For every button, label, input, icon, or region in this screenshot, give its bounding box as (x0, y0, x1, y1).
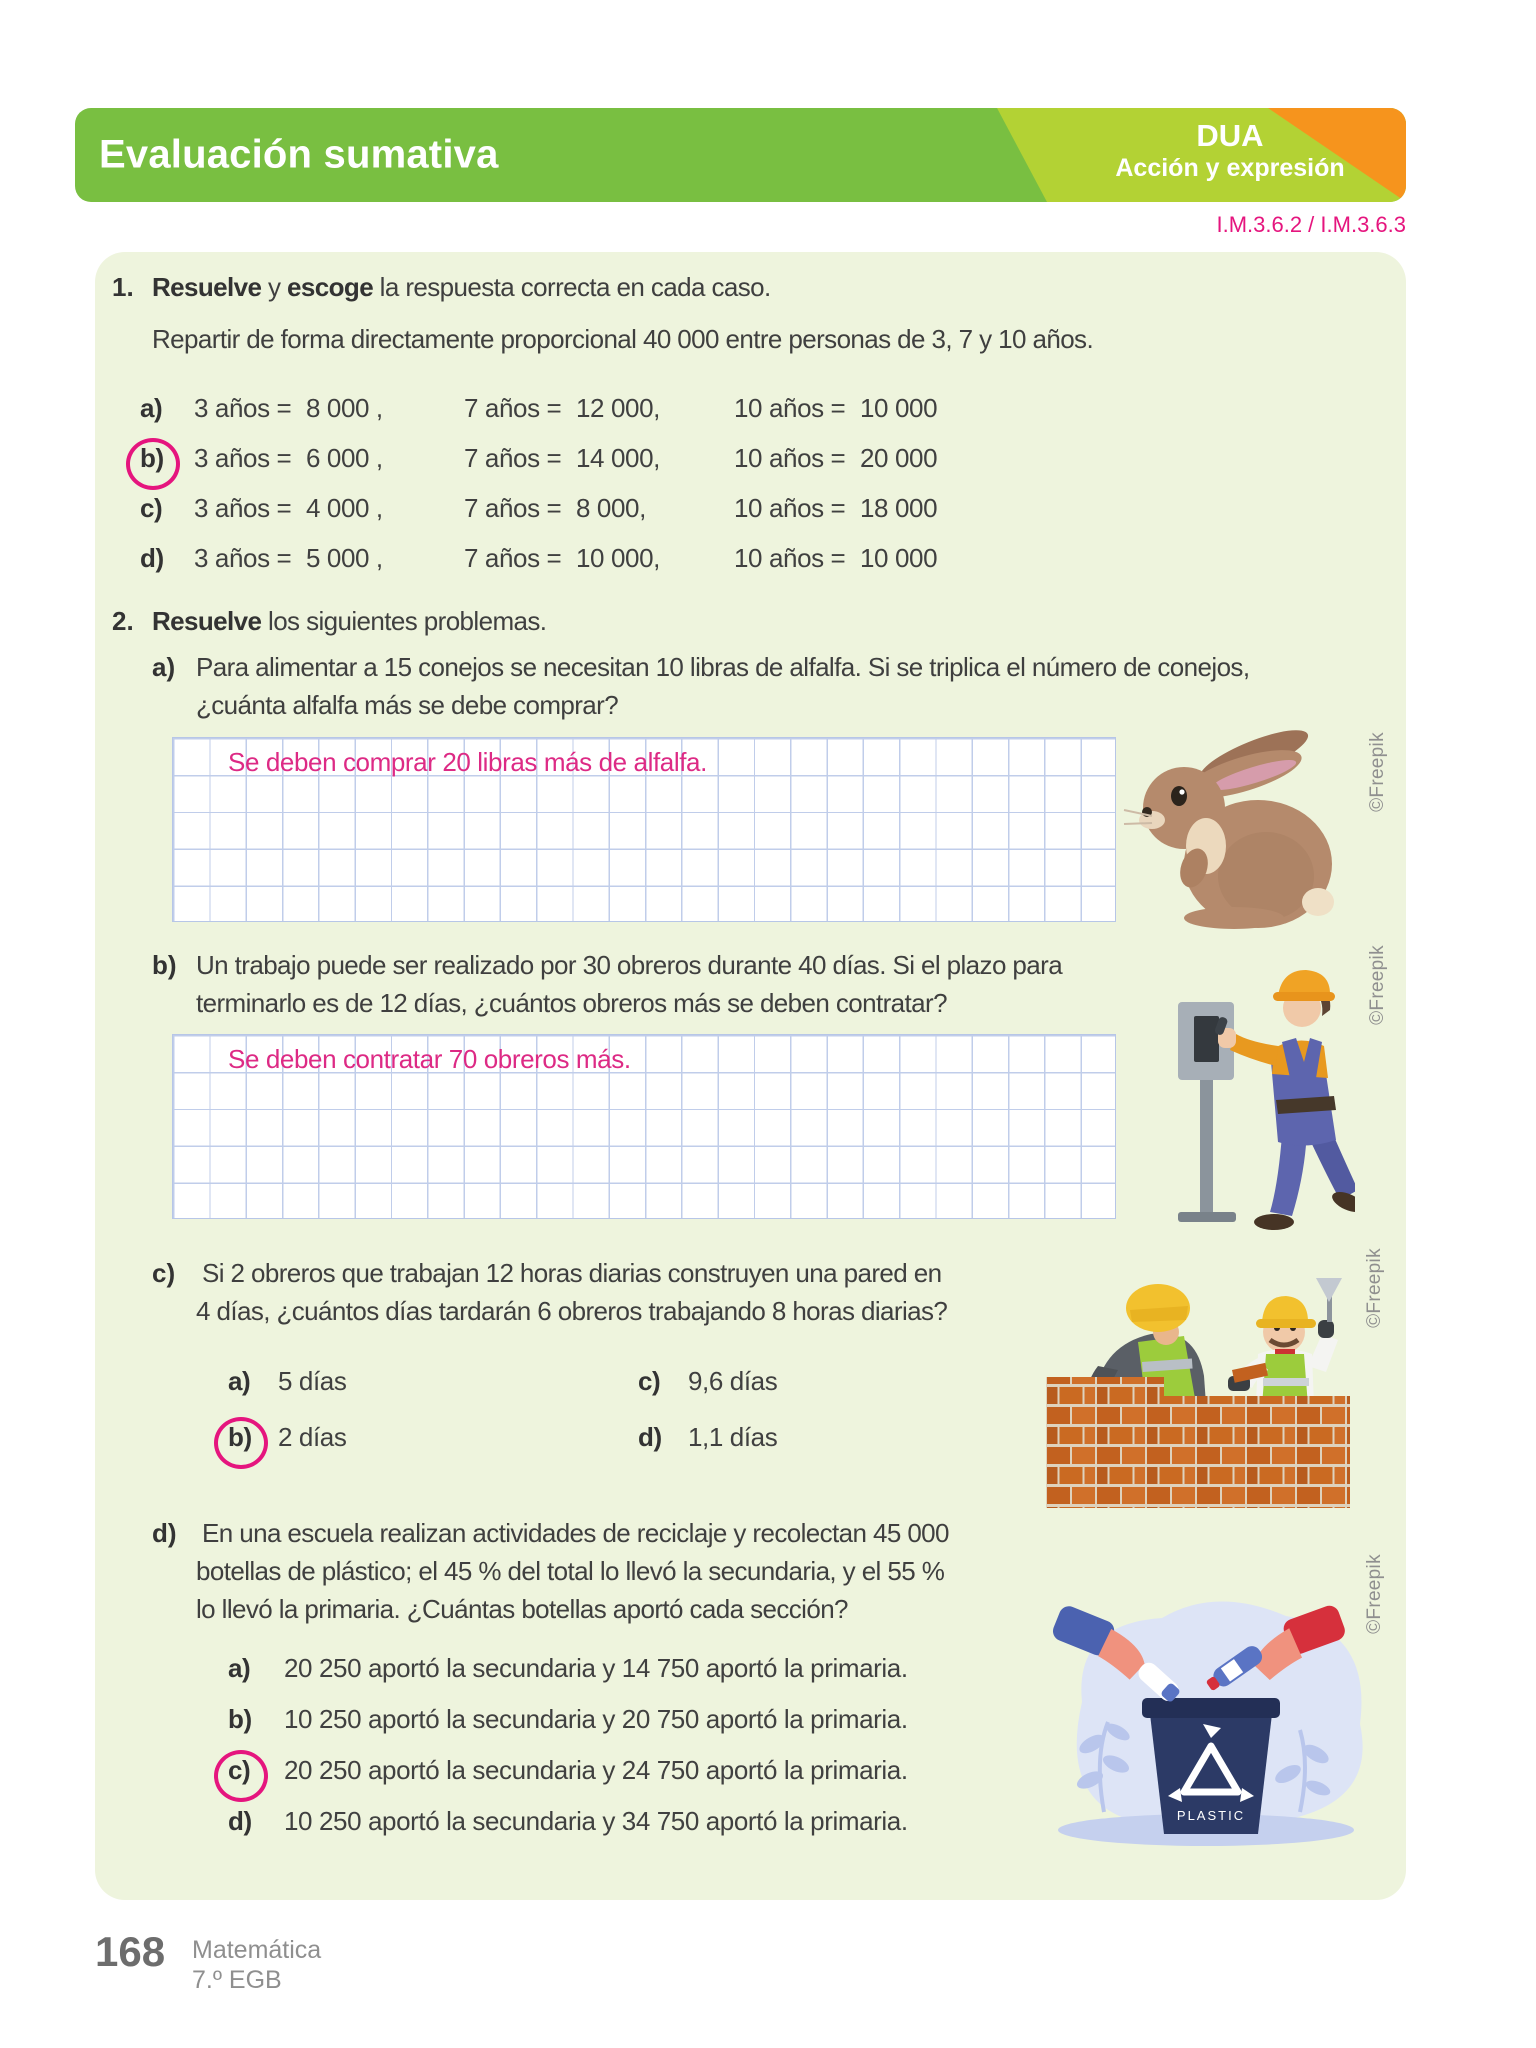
q2d-option-b[interactable] (228, 1696, 908, 1742)
q2c-option-d-text: 1,1 días (688, 1421, 778, 1452)
q2d-option-a[interactable] (228, 1645, 908, 1691)
option-label: d) (638, 1421, 662, 1452)
q1-col3-label: 10 años = (734, 442, 846, 473)
q2d-line2: botellas de plástico; el 45 % del total lo llevó la secundaria, y el 55 % (196, 1556, 945, 1586)
q1-col2-label: 7 años = (464, 392, 562, 423)
q1-col3-label: 10 años = (734, 492, 846, 523)
q2c-option-c-text: 9,6 días (688, 1365, 778, 1396)
q2c-line2: 4 días, ¿cuántos días tardarán 6 obreros trabajando 8 horas diarias? (196, 1296, 948, 1326)
q2d-option-b-text: 10 250 aportó la secundaria y 20 750 aportó la primaria. (284, 1703, 908, 1734)
q1-b-value2: 14 000, (576, 442, 660, 473)
option-label: c) (228, 1754, 251, 1785)
freepik-credit-recycling: ©Freepik (1364, 1554, 1385, 1634)
q1-d-value2: 10 000, (576, 542, 660, 573)
q1-b-value3: 20 000 (860, 442, 938, 473)
q2-number: 2. (112, 606, 134, 636)
q2b-label: b) (152, 950, 177, 980)
bricklayers-illustration (1046, 1246, 1368, 1508)
q1-statement: Repartir de forma directamente proporcional 40 000 entre personas de 3, 7 y 10 años. (152, 324, 1094, 354)
q2a-label: a) (152, 652, 176, 682)
q1-col3-label: 10 años = (734, 392, 846, 423)
rabbit-illustration (1122, 716, 1334, 931)
bin-label: PLASTIC (1176, 1808, 1246, 1823)
q2d-line3: lo llevó la primaria. ¿Cuántas botellas aportó cada sección? (196, 1594, 848, 1624)
q1-verb-2: escoge (287, 272, 374, 302)
q2b-handwritten-answer: Se deben contratar 70 obreros más. (228, 1044, 631, 1074)
q2c-line1: Si 2 obreros que trabajan 12 horas diarias construyen una pared en (202, 1258, 942, 1288)
q2c-option-b-text: 2 días (278, 1421, 347, 1452)
q1-prompt-rest: la respuesta correcta en cada caso. (373, 272, 771, 302)
q1-col2-label: 7 años = (464, 492, 562, 523)
q2c-option-c[interactable] (638, 1358, 777, 1404)
freepik-credit-bricklayers: ©Freepik (1364, 1248, 1385, 1328)
q2-prompt (152, 606, 546, 637)
q2c-option-b-selected[interactable] (228, 1414, 346, 1460)
q1-d-value1: 5 000 , (306, 542, 383, 573)
option-label: c) (638, 1365, 661, 1396)
q1-option-b-selected[interactable] (140, 435, 992, 481)
q1-a-value2: 12 000, (576, 392, 660, 423)
q2d-option-c-selected[interactable] (228, 1747, 908, 1793)
recycling-bin-illustration (1046, 1572, 1380, 1890)
selected-answer-circle (214, 1750, 268, 1802)
q1-col2-label: 7 años = (464, 542, 562, 573)
q2b-line1: Un trabajo puede ser realizado por 30 obreros durante 40 días. Si el plazo para (196, 950, 1063, 980)
freepik-credit-rabbit: ©Freepik (1367, 732, 1388, 812)
q2-prompt-rest: los siguientes problemas. (261, 606, 547, 636)
q2c-option-d[interactable] (638, 1414, 777, 1460)
freepik-credit-worker: ©Freepik (1367, 945, 1388, 1025)
option-label: b) (228, 1421, 252, 1452)
q2b-line2: terminarlo es de 12 días, ¿cuántos obreros más se deben contratar? (196, 988, 947, 1018)
q1-d-value3: 10 000 (860, 542, 938, 573)
q2d-line1: En una escuela realizan actividades de reciclaje y recolectan 45 000 (202, 1518, 949, 1548)
q2c-label: c) (152, 1258, 176, 1288)
q1-col1-label: 3 años = (194, 542, 292, 573)
q1-prompt (152, 272, 771, 303)
option-label: c) (140, 492, 163, 523)
footer-subject: Matemática (192, 1936, 322, 1964)
option-label: a) (140, 392, 163, 423)
q2a-handwritten-answer: Se deben comprar 20 libras más de alfalfa. (228, 747, 707, 777)
q1-col1-label: 3 años = (194, 442, 292, 473)
q1-c-value3: 18 000 (860, 492, 938, 523)
q2c-option-a[interactable] (228, 1358, 346, 1404)
q1-col3-label: 10 años = (734, 542, 846, 573)
q2a-line1: Para alimentar a 15 conejos se necesitan 10 libras de alfalfa. Si se triplica el número de conejos, (196, 652, 1250, 682)
selected-answer-circle (214, 1417, 268, 1469)
q1-a-value1: 8 000 , (306, 392, 383, 423)
q1-number: 1. (112, 272, 134, 302)
q1-c-value2: 8 000, (576, 492, 646, 523)
option-label: b) (140, 442, 164, 473)
page-number: 168 (95, 1928, 166, 1975)
q1-option-c[interactable] (140, 485, 992, 531)
q2-verb: Resuelve (152, 606, 262, 636)
q2d-option-d[interactable] (228, 1798, 908, 1844)
q1-option-d[interactable] (140, 535, 992, 581)
q1-c-value1: 4 000 , (306, 492, 383, 523)
q1-col2-label: 7 años = (464, 442, 562, 473)
header-banner (75, 108, 1406, 202)
dua-label-block (1080, 119, 1380, 183)
q1-option-a[interactable] (140, 385, 992, 431)
q2d-option-a-text: 20 250 aportó la secundaria y 14 750 aportó la primaria. (284, 1652, 908, 1683)
construction-worker-illustration (1170, 950, 1355, 1240)
q1-prompt-mid: y (261, 272, 288, 302)
q2c-option-a-text: 5 días (278, 1365, 347, 1396)
footer-grade: 7.º EGB (192, 1966, 282, 1994)
option-label: a) (228, 1652, 251, 1683)
option-label: b) (228, 1703, 252, 1734)
option-label: d) (140, 542, 164, 573)
q1-a-value3: 10 000 (860, 392, 938, 423)
q2d-option-c-text: 20 250 aportó la secundaria y 24 750 aportó la primaria. (284, 1754, 908, 1785)
q1-b-value1: 6 000 , (306, 442, 383, 473)
q1-col1-label: 3 años = (194, 492, 292, 523)
option-label: d) (228, 1805, 252, 1836)
q1-verb-1: Resuelve (152, 272, 262, 302)
page-title: Evaluación sumativa (99, 132, 499, 177)
q2d-label: d) (152, 1518, 177, 1548)
option-label: a) (228, 1365, 251, 1396)
q1-col1-label: 3 años = (194, 392, 292, 423)
dua-subtitle: Acción y expresión (1115, 154, 1345, 182)
q2d-option-d-text: 10 250 aportó la secundaria y 34 750 aportó la primaria. (284, 1805, 908, 1836)
q2a-line2: ¿cuánta alfalfa más se debe comprar? (196, 690, 619, 720)
selected-answer-circle (126, 438, 180, 490)
curriculum-standards: I.M.3.6.2 / I.M.3.6.3 (1216, 212, 1406, 237)
dua-title: DUA (1196, 118, 1264, 153)
